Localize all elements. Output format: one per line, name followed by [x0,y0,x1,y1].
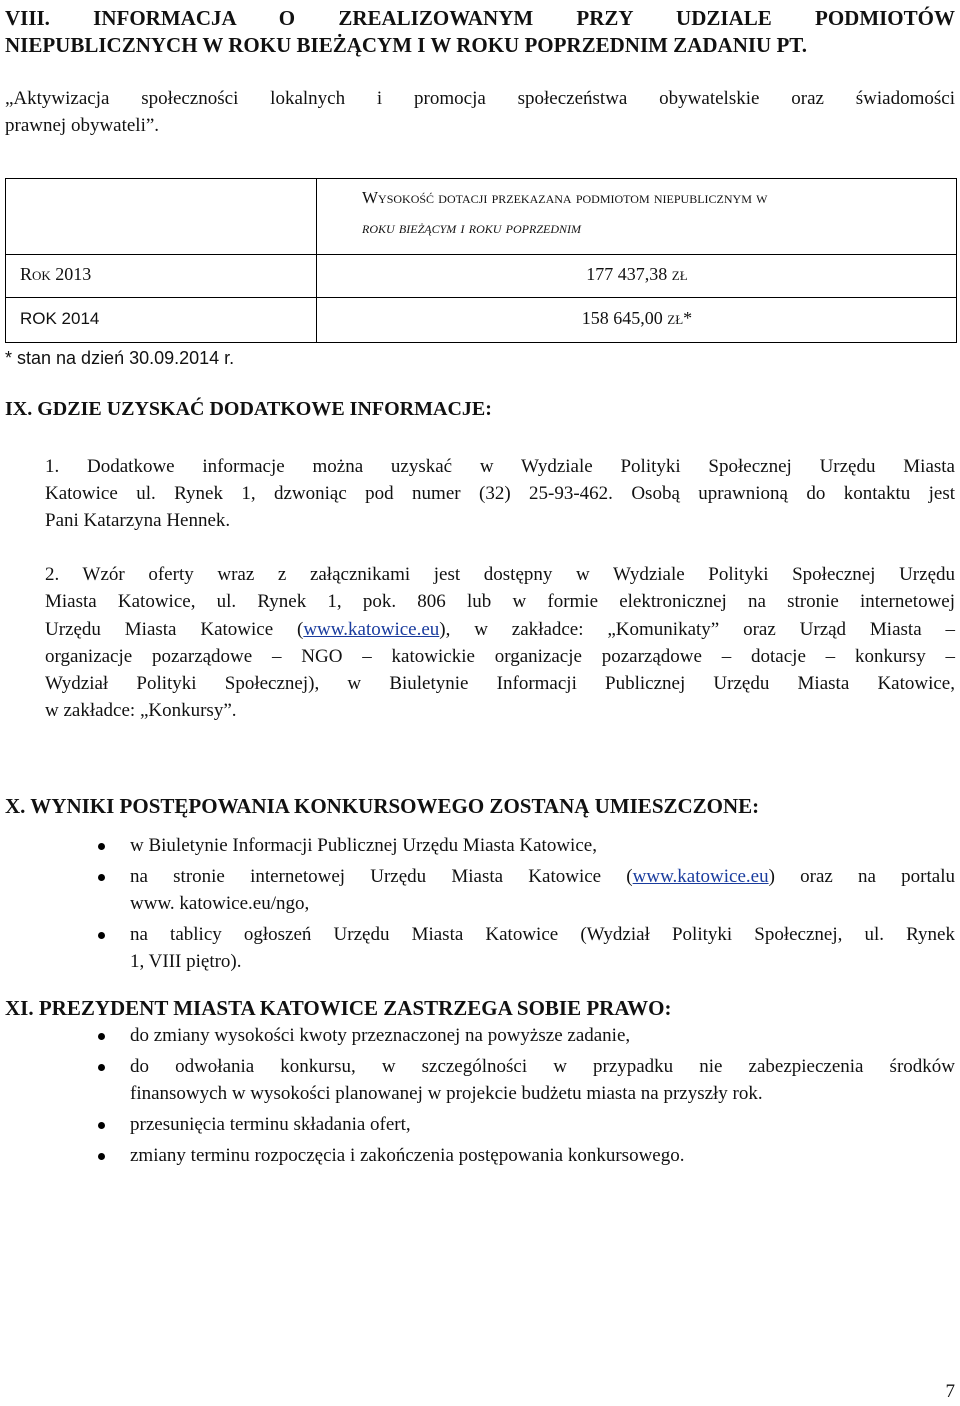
task-title-line1: „Aktywizacja społeczności lokalnych i promocja społeczeństwa obywatelskie oraz świadomości [5,88,955,109]
list-item: do odwołania konkursu, w szczególności w przypadku nie zabezpieczenia środków finansowych w wysokości planowanej w projekcie budżetu miasta na przyszły rok. [0,1053,960,1107]
table-amount-2014: 158 645,00 zł* [581,308,693,328]
info-item2-line3: Urzędu Miasta Katowice (www.katowice.eu), w zakładce: „Komunikaty” oraz Urząd Miasta – [45,619,955,640]
list-item: na tablicy ogłoszeń Urzędu Miasta Katowice (Wydział Polityki Społecznej, ul. Rynek 1, VIII piętro). [0,921,960,975]
list-item: przesunięcia terminu składania ofert, [0,1111,960,1138]
task-title-line2: prawnej obywateli”. [5,115,160,136]
table-year-2013: Rok 2013 [20,264,92,284]
section-viii-heading-line1: VIII. INFORMACJA O ZREALIZOWANYM PRZY UDZIALE PODMIOTÓW [5,6,955,30]
table-rule [5,297,957,298]
table-rule [5,342,957,343]
bullet-icon [98,1153,105,1160]
table-amount-2013: 177 437,38 zł [586,264,688,284]
info-item1-line3: Pani Katarzyna Hennek. [45,510,231,531]
katowice-website-link[interactable]: www.katowice.eu [632,866,769,887]
bullet-icon [98,1122,105,1129]
table-year-2014: ROK 2014 [20,309,100,328]
info-item2-line6: w zakładce: „Konkursy”. [45,700,237,721]
section-viii-heading-line2: NIEPUBLICZNYCH W ROKU BIEŻĄCYM I W ROKU POPRZEDNIM ZADANIU PT. [5,33,807,57]
katowice-website-link[interactable]: www.katowice.eu [303,619,440,640]
bullet-icon [98,932,105,939]
list-item: w Biuletynie Informacji Publicznej Urzędu Miasta Katowice, [0,832,960,859]
table-rule [5,178,957,179]
list-item: na stronie internetowej Urzędu Miasta Katowice (www.katowice.eu) oraz na portalu www. katowice.eu/ngo, [0,863,960,917]
bullet-icon [98,843,105,850]
bullet-icon [98,874,105,881]
section-ix-heading: IX. GDZIE UZYSKAĆ DODATKOWE INFORMACJE: [5,398,492,420]
section-xi-heading: XI. PREZYDENT MIASTA KATOWICE ZASTRZEGA SOBIE PRAWO: [5,996,672,1020]
list-item: zmiany terminu rozpoczęcia i zakończenia postępowania konkursowego. [0,1142,960,1169]
info-item1-line2: Katowice ul. Rynek 1, dzwoniąc pod numer (32) 25-93-462. Osobą uprawnioną do kontaktu jest [45,483,955,504]
info-item2-line5: Wydział Polityki Społecznej), w Biuletynie Informacji Publicznej Urzędu Miasta Katowice, [45,673,955,694]
page-number: 7 [945,1381,955,1402]
info-item2-line4: organizacje pozarządowe – NGO – katowickie organizacje pozarządowe – dotacje – konkursy – [45,646,955,667]
list-item: do zmiany wysokości kwoty przeznaczonej na powyższe zadanie, [0,1022,960,1049]
bullet-icon [98,1064,105,1071]
section-x-heading: X. WYNIKI POSTĘPOWANIA KONKURSOWEGO ZOSTANĄ UMIESZCZONE: [5,794,760,818]
table-header-line2: roku bieżącym i roku poprzednim [362,218,581,237]
grant-amount-table [5,178,957,344]
info-item2-line1: 2. Wzór oferty wraz z załącznikami jest dostępny w Wydziale Polityki Społecznej Urzędu [45,564,955,585]
section-xi-list [0,1022,960,1169]
bullet-icon [98,1033,105,1040]
table-header-line1: Wysokość dotacji przekazana podmiotom niepublicznym w [362,188,768,207]
info-item2-line2: Miasta Katowice, ul. Rynek 1, pok. 806 lub w formie elektronicznej na stronie internetowej [45,591,955,612]
table-footnote: * stan na dzień 30.09.2014 r. [5,348,235,368]
info-item1-line1: 1. Dodatkowe informacje można uzyskać w Wydziale Polityki Społecznej Urzędu Miasta [45,456,955,477]
section-x-list [0,832,960,975]
table-rule [5,254,957,255]
